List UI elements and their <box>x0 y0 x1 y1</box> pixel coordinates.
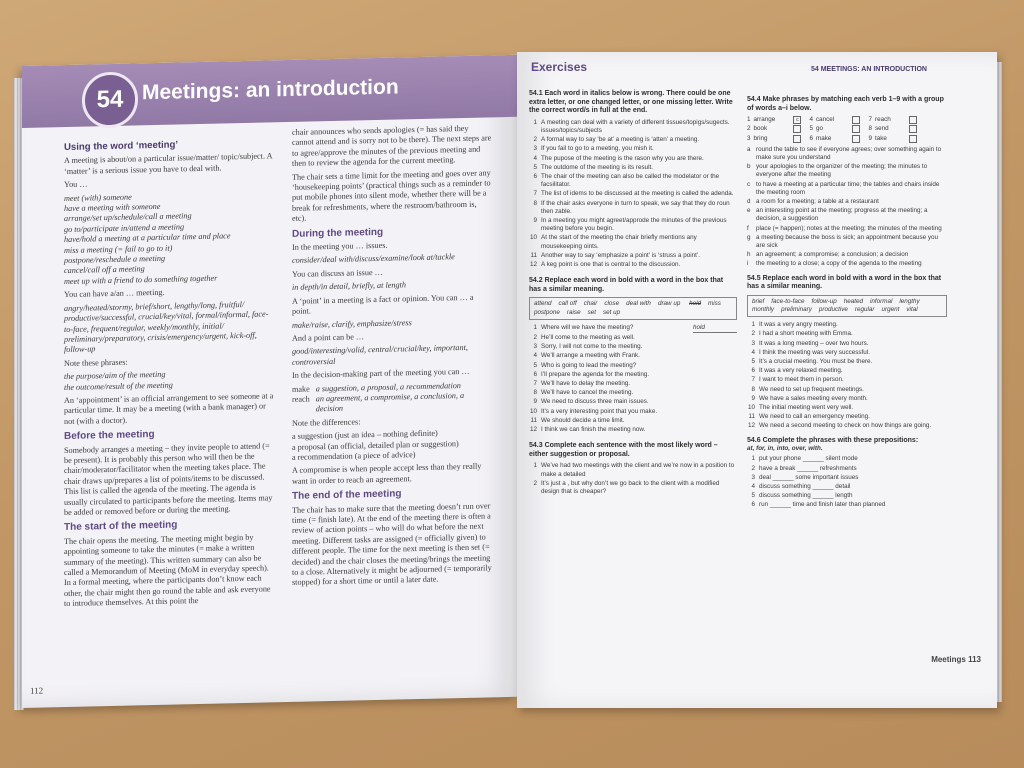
left-page <box>22 55 517 708</box>
exercise-instruction: 54.3 Complete each sentence with the most likely word – either suggestion or proposal. <box>529 442 718 458</box>
paragraph: An ‘appointment’ is an official arrangement to see someone at a particular time. It may be a meeting (with a bank manager) or not (with a doctor). <box>64 391 274 426</box>
section-heading: The start of the meeting <box>64 519 178 534</box>
list-item: 7 I want to meet them in person. <box>751 376 844 384</box>
list-item: 10 It’s a very interesting point that you make. <box>529 407 658 415</box>
text-line: You can discuss an issue … <box>292 267 383 279</box>
paragraph: A meeting is about/on a particular issue/matter/ topic/subject. A ‘matter’ is a serious issue you have to deal with. <box>64 151 273 176</box>
list-item: f place (= happen); notes at the meeting; the minutes of the meeting <box>747 224 942 232</box>
list-item: 10 The initial meeting went very well. <box>747 404 854 412</box>
list-item: 3 It was a long meeting – over two hours. <box>751 339 869 347</box>
paragraph: A ‘point’ in a meeting is a fact or opinion. You can … a point. <box>292 292 474 316</box>
text-line: You can have a/an … meeting. <box>64 288 165 300</box>
adjective-list: angry/heated/stormy, brief/short, lengthy/long, fruitful/ productive/successful, crucial/key/vital, formal/informal, face-to-face, frequent/regular, weekly/monthly, initial/ preliminary/preparatory, crisis/emergency/urgent, kick-off, follow-up <box>64 299 269 355</box>
list-item: 8 We’ll have to cancel the meeting. <box>533 389 634 397</box>
list-item: meet up with a friend to do something together <box>64 273 218 286</box>
exercise-instruction: 54.2 Replace each word in bold with a word in the box that has a similar meaning. <box>529 277 724 293</box>
list-item: 3 If you fail to go to a meeting, you mish it. <box>533 145 654 153</box>
list-item: postpone/reschedule a meeting <box>64 253 166 266</box>
answer-box[interactable] <box>852 125 860 133</box>
list-item: arrange/set up/schedule/call a meeting <box>64 211 192 224</box>
list-item: a proposal (an official, detailed plan or suggestion) <box>292 438 459 452</box>
page-number: 112 <box>30 685 44 696</box>
list-item: b your apologies to the organizer of the meeting; the minutes to everyone after the meeting <box>747 163 928 179</box>
list-item: d a room for a meeting; a table at a restaurant <box>747 198 879 206</box>
list-item: 2 have a break ______ refreshments <box>751 464 857 472</box>
preposition-list: at, for, in, into, over, with. <box>747 445 823 453</box>
list-item: 2 He’ll come to the meeting as well. <box>533 334 635 342</box>
text-line: Note these phrases: <box>64 357 128 368</box>
list-item: g a meeting because the boss is sick; an appointment because you are sick <box>747 233 939 250</box>
page-number: Meetings 113 <box>931 655 981 664</box>
reach-row <box>292 390 492 415</box>
paragraph: The chair sets a time limit for the meeting and goes over any ‘housekeeping points’ (practical things such as a reminder to put mobile phones into silent mode, whether there will be a break for refreshments, where the restroom/bathroom is, etc). <box>292 167 491 224</box>
make-items: a suggestion, a proposal, a recommendation <box>315 380 461 393</box>
word-box: brief face-to-face follow-up heated informal lengthy monthly preliminary productive regular urgent vital <box>747 295 947 317</box>
list-item: 5 Who is going to lead the meeting? <box>533 361 637 369</box>
paragraph: chair announces who sends apologies (= has said they cannot attend and is sorry not to be there). The next steps are to agree/approve the minutes of the previous meeting and then to review the agenda for the current meeting. <box>292 123 492 169</box>
answer-box[interactable] <box>793 125 801 133</box>
left-column-1 <box>64 136 276 612</box>
verb-item: 4 cancel <box>809 116 860 124</box>
answer-box[interactable] <box>909 135 917 143</box>
list-item: 11 We need to call an emergency meeting. <box>748 413 870 421</box>
list-item: 2 A formal way to say ‘be at’ a meeting is ‘atten’ a meeting. <box>533 136 700 144</box>
list-item: 5 It’s a crucial meeting. You must be there. <box>751 358 873 366</box>
list-item: the outcome/result of the meeting <box>64 380 173 392</box>
exercise-column-1 <box>529 86 737 497</box>
answer-box[interactable] <box>852 135 860 143</box>
exercise-54-5-list <box>747 321 947 430</box>
list-item: the purpose/aim of the meeting <box>64 369 166 382</box>
list-item: 5 The outdome of the meeting is its result. <box>533 163 654 171</box>
list-item: miss a meeting (= fail to go to it) <box>64 243 173 255</box>
list-item: 6 The chair of the meeting can also be called the modelator or the facsilitator. <box>533 173 720 189</box>
running-head: 54 MEETINGS: AN INTRODUCTION <box>810 66 927 73</box>
list-item: go to/participate in/attend a meeting <box>64 222 185 234</box>
list-item: 11 We should decide a time limit. <box>530 416 625 424</box>
verb-item: 5 go <box>809 125 860 133</box>
list-item: 10 At the start of the meeting the chair briefly mentions any mousekeeping oints. <box>529 234 697 250</box>
list-item: 1 put your phone ______ silent mode <box>751 455 858 463</box>
list-item: c to have a meeting at a particular time; the tables and chairs inside the meeting room <box>747 180 940 196</box>
list-item: 7 The list of idems to be discussed at the meeting is called the adenda. <box>533 190 734 198</box>
list-item: have a meeting with someone <box>64 201 161 214</box>
list-item: a recommendation (a piece of advice) <box>292 450 416 462</box>
text-line: In the decision-making part of the meeting you can … <box>292 366 470 380</box>
verb-item: 7 reach <box>868 116 917 124</box>
text-line: In the meeting you … issues. <box>292 240 388 252</box>
exercise-54-1-list <box>529 119 737 269</box>
section-heading: During the meeting <box>292 226 384 240</box>
left-column-2 <box>292 123 492 591</box>
exercise-instruction: 54.4 Make phrases by matching each verb 1–9 with a group of words a–i below. <box>747 96 944 112</box>
verb-item: 8 send <box>868 125 917 133</box>
unit-title: Meetings: an introduction <box>142 75 399 105</box>
verb-list: consider/deal with/discuss/examine/look at/tackle <box>292 252 455 266</box>
verb-grid <box>747 116 917 143</box>
list-item: 1 It was a very angry meeting. <box>751 321 838 329</box>
answer-box[interactable] <box>909 116 917 124</box>
list-item: 1 We’ve had two meetings with the client and we’re now in a position to make a detailed <box>533 462 735 478</box>
verb-list: make/raise, clarify, emphasize/stress <box>292 317 412 330</box>
verb-item: 3 bring <box>747 135 801 143</box>
list-item: 12 I think we can finish the meeting now. <box>529 426 646 434</box>
list-item: meet (with) someone <box>64 192 132 203</box>
list-item: 4 We’ll arrange a meeting with Frank. <box>533 352 640 360</box>
word-box: attend call off chair close deal with draw up hold misspostpone raise set set up <box>529 297 737 319</box>
list-item: 9 In a meeting you might agreet/approde the minutes of the previous meeting before you begin. <box>533 217 727 233</box>
list-item: 12 We need a second meeting to check on how things are going. <box>747 422 932 430</box>
list-item: 7 We’ll have to delay the meeting. <box>533 380 631 388</box>
verb-list <box>64 189 276 287</box>
unit-number: 54 <box>82 71 138 128</box>
list-item: 1 A meeting can deal with a variety of different tissues/topigs/sugects. issues/topics/subjects <box>533 118 730 134</box>
verb-item: 9 take <box>868 135 917 143</box>
list-item: a suggestion (just an idea – nothing definite) <box>292 428 438 442</box>
list-item: 9 We have a sales meeting every month. <box>751 394 868 402</box>
exercise-instruction: 54.6 Complete the phrases with these prepositions: <box>747 436 919 444</box>
list-item: 11 Another way to say ‘emphasize a point’ is ‘struss a point’. <box>530 251 701 259</box>
section-heading: Before the meeting <box>64 429 155 443</box>
list-item: 6 run ______ time and finish later than planned <box>751 501 886 509</box>
paragraph: Somebody arranges a meeting – they invite people to attend (= be present). It is probably this person who will then be the chair/moderator/facilitator when the meeting takes place. The chair draws up/prepares a list of points/items to be discussed. This list is called the agenda of the meeting. The agenda is usually circulated to participants before the meeting. Items may be added or removed before or during the meeting. <box>64 440 273 518</box>
list-item: h an agreement; a compromise; a conclusion; a decision <box>747 251 909 259</box>
list-item: 8 If the chair asks everyone in turn to speak, we say that they do roun then zable. <box>533 199 730 215</box>
list-item: 4 The pupose of the meeting is the rason why you are there. <box>533 154 704 162</box>
answer-field[interactable]: hold <box>693 324 737 333</box>
paragraph: The chair has to make sure that the meeting doesn’t run over time (= finish late). At the end of the meeting there is often a review of action points – who will do what before the next meeting. Different tasks are assigned (= officially given) to different people. The time for the next meeting is then set (= decided) and the chair closes the meeting/brings the meeting to a close. Alternatively it might be adjourned (= temporarily stopped) for a short time or until a later date. <box>292 500 492 588</box>
paragraph: The chair opens the meeting. The meeting might begin by appointing someone to take the minutes (= make a written summary of the meeting). This written summary can also be called a Memorandum of Meeting (MoM in everyday speech). In a formal meeting, where the participants don’t know each other, the chair might then go round the table and ask everyone to introduce themselves. At this point the <box>64 532 271 609</box>
list-item: e an interesting point at the meeting; progress at the meeting; a decision, a suggestion <box>747 207 928 223</box>
list-item: 3 Sorry, I will not come to the meeting. <box>533 343 643 351</box>
section-heading: Using the word ‘meeting’ <box>64 139 179 154</box>
list-item: cancel/call off a meeting <box>64 264 145 276</box>
list-item: 5 discuss something ______ length <box>751 492 853 500</box>
exercise-instruction: 54.1 Each word in italics below is wrong. There could be one extra letter, or one changed letter, or one missing letter. Write the correct word/s in full at the end. <box>529 90 733 115</box>
list-item: 4 I think the meeting was very successful. <box>751 348 870 356</box>
list-item: a round the table to see if everyone agrees; over something again to make sure you understand <box>747 145 942 161</box>
list-item: 1 Where will we have the meeting? hold <box>529 324 737 333</box>
reach-items: an agreement, a compromise, a conclusion, a decision <box>315 390 465 414</box>
verb-item: 6 make <box>809 135 860 143</box>
section-heading: The end of the meeting <box>292 488 402 503</box>
text-line: You … <box>64 179 88 190</box>
list-item: 3 deal ______ some important issues <box>751 473 859 481</box>
paragraph: A compromise is when people accept less than they really want in order to reach an agreement. <box>292 461 482 486</box>
answer-box[interactable]: c <box>793 116 801 124</box>
exercises-heading: Exercises <box>531 60 588 74</box>
list-item: have/hold a meeting at a particular time and place <box>64 231 231 245</box>
answer-box[interactable] <box>852 116 860 124</box>
list-item: 2 I had a short meeting with Emma. <box>751 330 853 338</box>
list-item: 2 It’s just a , but why don’t we go back to the client with a modified design that is cheaper? <box>533 479 720 496</box>
adverb-list: in depth/in detail, briefly, at length <box>292 280 406 293</box>
reach-label: reach <box>292 394 310 404</box>
make-label: make <box>292 384 310 394</box>
adjective-list: good/interesting/valid, central/crucial/key, important, controversial <box>292 343 468 367</box>
verb-item: 1 arrange c <box>747 116 801 124</box>
exercise-54-2-list <box>529 324 737 434</box>
exercise-instruction: 54.5 Replace each word in bold with a word in the box that has a similar meaning. <box>747 274 942 291</box>
list-item: 9 We need to discuss three main issues. <box>533 398 649 406</box>
list-item: 6 It was a very relaxed meeting. <box>751 367 843 375</box>
list-item: 12 A keg point is one that is central to the discussion. <box>529 261 681 269</box>
list-item: 6 I’ll prepare the agenda for the meeting. <box>533 370 650 378</box>
text-line: And a point can be … <box>292 332 365 343</box>
exercise-column-2 <box>747 92 947 511</box>
definition-list <box>747 146 947 269</box>
verb-item: 2 book <box>747 125 801 133</box>
list-item: i the meeting to a close; a copy of the agenda to the meeting <box>747 260 922 268</box>
answer-box[interactable] <box>909 125 917 133</box>
list-item: 8 We need to set up frequent meetings. <box>751 385 864 393</box>
right-page <box>517 52 997 708</box>
text-line: Note the differences: <box>292 417 361 428</box>
list-item: 4 discuss something ______ detail <box>751 483 851 491</box>
answer-box[interactable] <box>793 135 801 143</box>
